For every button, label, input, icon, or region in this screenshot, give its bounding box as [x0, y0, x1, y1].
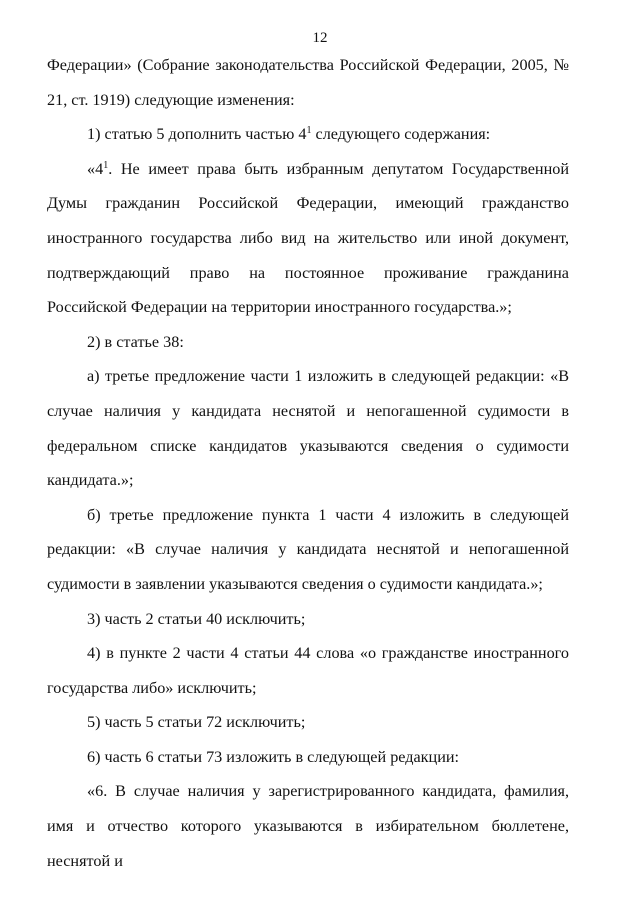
paragraph-item-6: 6) часть 6 статьи 73 изложить в следующей редакции:: [87, 747, 460, 766]
quote-text-end: . Не имеет права быть избранным депутатом Государственной Думы гражданин Российской Федерации, имеющий гражданство иностранного государства либо вид на жительство или иной документ, подтверждающий право на постоянное проживание гражданина Российской Федерации на территории иностранного государства.»;: [47, 159, 569, 317]
item-1-text-start: 1) статью 5 дополнить частью 4: [87, 125, 307, 144]
item-1-text-end: следующего содержания:: [311, 125, 491, 144]
paragraph-item-4: 4) в пункте 2 части 4 статьи 44 слова «о гражданстве иностранного государства либо» исключить;: [47, 644, 569, 697]
paragraph-item-2b: б) третье предложение пункта 1 части 4 изложить в следующей редакции: «В случае наличия у кандидата неснятой и непогашенной судимости в заявлении указываются сведения о судимости кандидата.»;: [47, 505, 569, 593]
paragraph-quote-part-4-1: [47, 152, 569, 325]
quote-text-start: «4: [87, 159, 104, 178]
paragraph-item-5: 5) часть 5 статьи 72 исключить;: [87, 713, 306, 732]
quote-superscript: 1: [103, 159, 109, 171]
item-1-superscript: 1: [306, 125, 312, 137]
page-number: 12: [312, 30, 328, 46]
paragraph-intro: Федерации» (Собрание законодательства Российской Федерации, 2005, № 21, ст. 1919) следующие изменения:: [47, 56, 569, 109]
paragraph-item-3: 3) часть 2 статьи 40 исключить;: [87, 609, 306, 628]
document-body: [47, 48, 569, 878]
paragraph-quote-part-6: «6. В случае наличия у зарегистрированного кандидата, фамилия, имя и отчество которого указываются в избирательном бюллетене, неснятой и: [47, 782, 569, 870]
paragraph-item-2a: а) третье предложение части 1 изложить в следующей редакции: «В случае наличия у кандидата неснятой и непогашенной судимости в федеральном списке кандидатов указываются сведения о судимости кандидата.»;: [47, 367, 569, 490]
paragraph-item-1: [47, 117, 569, 152]
paragraph-item-2: 2) в статье 38:: [87, 332, 184, 351]
